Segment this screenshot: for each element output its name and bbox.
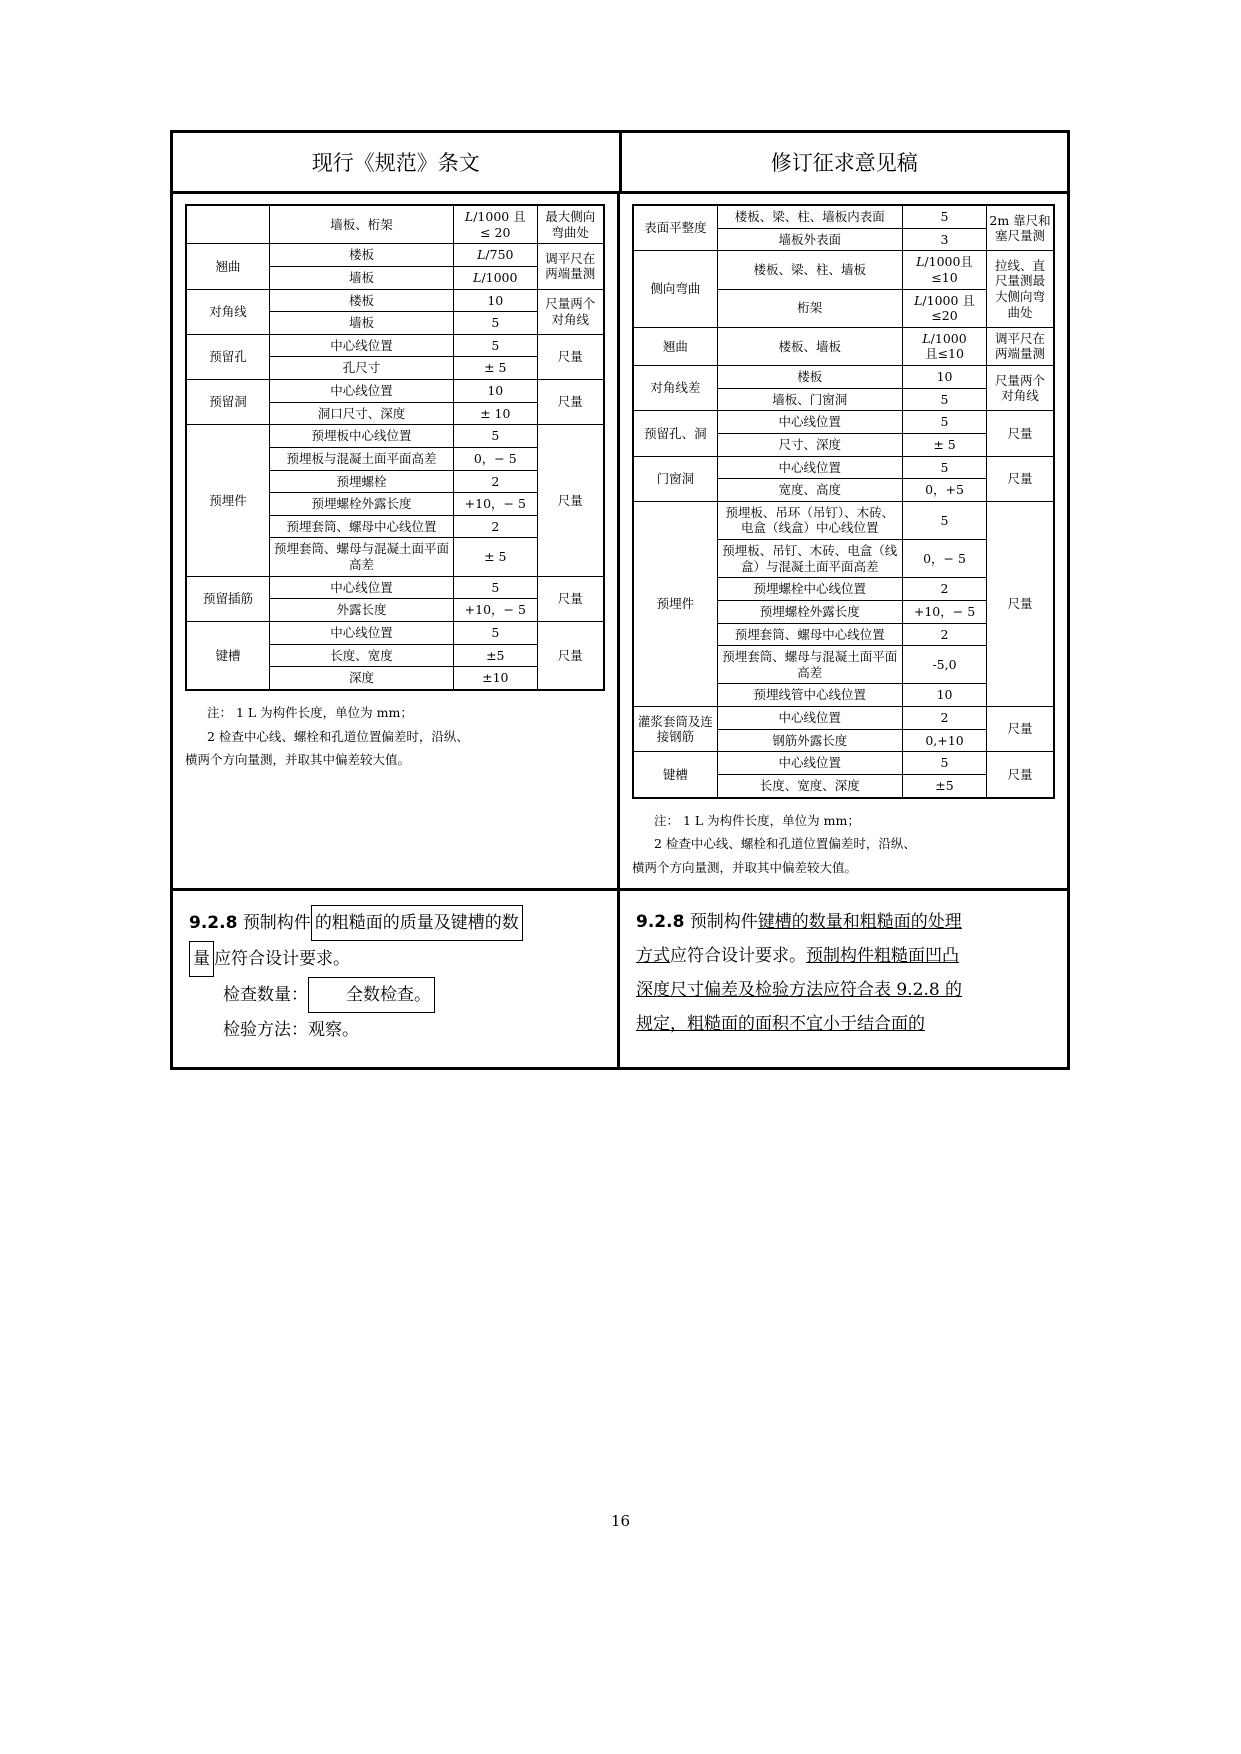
cell-method: 最大侧向弯曲处 bbox=[537, 205, 604, 244]
cell-category: 灌浆套筒及连接钢筋 bbox=[633, 707, 717, 752]
clause-left-number: 9.2.8 bbox=[189, 912, 238, 933]
cell-tolerance: 2 bbox=[902, 623, 986, 646]
cell-tolerance: 2 bbox=[902, 707, 986, 730]
clause-left-text-b: 的粗糙面的质量及键槽的数 bbox=[311, 905, 523, 941]
cell-item: 墙板、桁架 bbox=[270, 205, 454, 244]
cell-item: 中心线位置 bbox=[717, 707, 902, 730]
cell-tolerance: ± 10 bbox=[454, 402, 538, 425]
cell-category: 预留洞 bbox=[186, 380, 270, 425]
table-row bbox=[186, 621, 604, 644]
cell-tolerance: ±5 bbox=[454, 644, 538, 667]
cell-tolerance: +10，− 5 bbox=[902, 600, 986, 623]
table-row bbox=[186, 334, 604, 357]
cell-tolerance: 10 bbox=[902, 684, 986, 707]
right-column bbox=[620, 191, 1067, 888]
cell-item: 墙板外表面 bbox=[717, 228, 902, 251]
cell-item: 中心线位置 bbox=[270, 334, 454, 357]
table-row bbox=[633, 366, 1054, 389]
cell-method: 尺量两个对角线 bbox=[537, 289, 604, 334]
cell-method: 尺量 bbox=[987, 456, 1054, 501]
clause-right-text-3: 方式 bbox=[636, 945, 670, 966]
clause-left-text-a: 预制构件 bbox=[242, 912, 311, 933]
clause-right-number: 9.2.8 bbox=[636, 911, 685, 932]
cell-item: 孔尺寸 bbox=[270, 357, 454, 380]
cell-tolerance: 5 bbox=[454, 576, 538, 599]
clause-right-text-6: 深度尺寸偏差及检验方法应符合表 9.2.8 的 bbox=[636, 979, 963, 1000]
cell-tolerance: 2 bbox=[454, 470, 538, 493]
cell-method: 尺量 bbox=[537, 380, 604, 425]
cell-item: 预埋板、吊环（吊钉）、木砖、电盒（线盒）中心线位置 bbox=[717, 501, 902, 539]
left-notes bbox=[185, 701, 605, 772]
clause-left-text-d: 应符合设计要求。 bbox=[214, 948, 350, 969]
cell-item: 外露长度 bbox=[270, 599, 454, 622]
cell-item: 楼板 bbox=[717, 366, 902, 389]
cell-category: 门窗洞 bbox=[633, 456, 717, 501]
clause-right bbox=[620, 891, 1067, 1067]
left-note-3: 横两个方向量测，并取其中偏差较大值。 bbox=[185, 752, 411, 768]
cell-category: 预留孔 bbox=[186, 334, 270, 379]
cell-method: 尺量 bbox=[987, 707, 1054, 752]
cell-category: 翘曲 bbox=[633, 327, 717, 365]
cell-item: 楼板 bbox=[270, 244, 454, 267]
cell-tolerance: 10 bbox=[902, 366, 986, 389]
cell-method: 尺量 bbox=[537, 334, 604, 379]
cell-item: 中心线位置 bbox=[270, 621, 454, 644]
cell-item: 预埋螺栓外露长度 bbox=[717, 600, 902, 623]
cell-method: 尺量两个对角线 bbox=[987, 366, 1054, 411]
table-row bbox=[186, 205, 604, 244]
cell-category: 预埋件 bbox=[633, 501, 717, 706]
table-row bbox=[633, 411, 1054, 434]
cell-item: 中心线位置 bbox=[270, 576, 454, 599]
cell-tolerance: L/1000 bbox=[454, 266, 538, 289]
cell-item: 中心线位置 bbox=[717, 752, 902, 775]
cell-tolerance: 5 bbox=[902, 752, 986, 775]
cell-category: 预留插筋 bbox=[186, 576, 270, 621]
cell-method: 调平尺在两端量测 bbox=[537, 244, 604, 289]
cell-item: 预埋套筒、螺母与混凝土面平面高差 bbox=[270, 538, 454, 576]
cell-tolerance: ± 5 bbox=[902, 433, 986, 456]
cell-tolerance: L/750 bbox=[454, 244, 538, 267]
cell-item: 中心线位置 bbox=[270, 380, 454, 403]
table-row bbox=[186, 425, 604, 448]
cell-item: 楼板 bbox=[270, 289, 454, 312]
table-row bbox=[633, 251, 1054, 289]
cell-category: 键槽 bbox=[633, 752, 717, 798]
table-row bbox=[186, 576, 604, 599]
cell-item: 楼板、梁、柱、墙板内表面 bbox=[717, 205, 902, 228]
cell-tolerance: 0，+5 bbox=[902, 479, 986, 502]
cell-item: 楼板、墙板 bbox=[717, 327, 902, 365]
cell-item: 预埋螺栓 bbox=[270, 470, 454, 493]
cell-item: 桁架 bbox=[717, 289, 902, 327]
cell-tolerance: 5 bbox=[454, 425, 538, 448]
page-number: 16 bbox=[610, 1512, 631, 1530]
right-notes bbox=[632, 809, 1055, 880]
cell-item: 预埋板与混凝土面平面高差 bbox=[270, 447, 454, 470]
table-row bbox=[633, 456, 1054, 479]
clause-right-text-2: 键槽的数量和粗糙面的处理 bbox=[757, 911, 962, 932]
cell-tolerance: L/1000且 ≤10 bbox=[902, 251, 986, 289]
clause-left-check-value: 全数检查。 bbox=[308, 977, 435, 1013]
cell-category bbox=[186, 205, 270, 244]
cell-method: 调平尺在两端量测 bbox=[987, 327, 1054, 365]
cell-method: 拉线、直尺量测最大侧向弯曲处 bbox=[987, 251, 1054, 328]
table-row bbox=[186, 244, 604, 267]
cell-item: 预埋套筒、螺母中心线位置 bbox=[717, 623, 902, 646]
cell-item: 预埋线管中心线位置 bbox=[717, 684, 902, 707]
cell-tolerance: 5 bbox=[454, 312, 538, 335]
cell-item: 预埋套筒、螺母与混凝土面平面高差 bbox=[717, 646, 902, 684]
cell-tolerance: -5,0 bbox=[902, 646, 986, 684]
clause-right-text-5: 预制构件粗糙面凹凸 bbox=[806, 945, 959, 966]
cell-tolerance: 2 bbox=[454, 515, 538, 538]
cell-method: 尺量 bbox=[987, 752, 1054, 798]
right-note-2: 2 检查中心线、螺栓和孔道位置偏差时，沿纵、 bbox=[654, 836, 916, 852]
left-column bbox=[173, 191, 620, 888]
comparison-table-frame bbox=[170, 130, 1070, 1070]
cell-tolerance: ±5 bbox=[902, 774, 986, 797]
table-row bbox=[633, 707, 1054, 730]
cell-item: 长度、宽度 bbox=[270, 644, 454, 667]
clause-left-check-count bbox=[189, 977, 601, 1013]
cell-item: 尺寸、深度 bbox=[717, 433, 902, 456]
table-row bbox=[633, 501, 1054, 539]
table-header-row bbox=[173, 133, 1067, 191]
cell-category: 表面平整度 bbox=[633, 205, 717, 251]
cell-item: 楼板、梁、柱、墙板 bbox=[717, 251, 902, 289]
cell-method: 尺量 bbox=[987, 501, 1054, 706]
cell-tolerance: 2 bbox=[902, 578, 986, 601]
cell-item: 预埋板、吊钉、木砖、电盒（线盒）与混凝土面平面高差 bbox=[717, 540, 902, 578]
cell-tolerance: +10，− 5 bbox=[454, 599, 538, 622]
cell-item: 墙板、门窗洞 bbox=[717, 388, 902, 411]
cell-item: 预埋板中心线位置 bbox=[270, 425, 454, 448]
cell-method: 尺量 bbox=[537, 621, 604, 689]
cell-tolerance: ± 5 bbox=[454, 357, 538, 380]
clause-left-paragraph bbox=[189, 905, 601, 977]
cell-item: 钢筋外露长度 bbox=[717, 729, 902, 752]
clause-left-check-label: 检查数量： bbox=[223, 984, 308, 1005]
cell-tolerance: 0,+10 bbox=[902, 729, 986, 752]
cell-tolerance: L/1000 且≤10 bbox=[902, 327, 986, 365]
clause-left-method: 检验方法：观察。 bbox=[223, 1019, 359, 1040]
cell-item: 预埋螺栓外露长度 bbox=[270, 493, 454, 516]
header-right-title: 修订征求意见稿 bbox=[770, 151, 918, 175]
cell-category: 键槽 bbox=[186, 621, 270, 689]
cell-item: 深度 bbox=[270, 667, 454, 690]
cell-tolerance: 0，− 5 bbox=[902, 540, 986, 578]
cell-category: 对角线 bbox=[186, 289, 270, 334]
cell-tolerance: +10，− 5 bbox=[454, 493, 538, 516]
cell-tolerance: ±10 bbox=[454, 667, 538, 690]
cell-method: 尺量 bbox=[987, 411, 1054, 456]
table-row bbox=[633, 752, 1054, 775]
header-left-title: 现行《规范》条文 bbox=[173, 133, 622, 191]
left-spec-table bbox=[185, 204, 605, 691]
comparison-columns bbox=[173, 191, 1067, 888]
clause-left-text-c: 量 bbox=[189, 941, 214, 977]
clause-right-paragraph bbox=[636, 905, 1051, 1041]
cell-tolerance: L/1000 且 ≤20 bbox=[902, 289, 986, 327]
cell-tolerance: 5 bbox=[902, 456, 986, 479]
cell-item: 宽度、高度 bbox=[717, 479, 902, 502]
cell-tolerance: 3 bbox=[902, 228, 986, 251]
clause-row bbox=[173, 888, 1067, 1067]
cell-item: 长度、宽度、深度 bbox=[717, 774, 902, 797]
table-row bbox=[633, 327, 1054, 365]
table-row bbox=[633, 205, 1054, 228]
table-row bbox=[186, 289, 604, 312]
cell-tolerance: 0，− 5 bbox=[454, 447, 538, 470]
cell-method: 尺量 bbox=[537, 425, 604, 576]
cell-item: 墙板 bbox=[270, 312, 454, 335]
cell-tolerance: 5 bbox=[902, 411, 986, 434]
cell-item: 中心线位置 bbox=[717, 411, 902, 434]
cell-item: 预埋螺栓中心线位置 bbox=[717, 578, 902, 601]
cell-tolerance: 10 bbox=[454, 289, 538, 312]
cell-category: 对角线差 bbox=[633, 366, 717, 411]
cell-method: 2m 靠尺和塞尺量测 bbox=[987, 205, 1054, 251]
clause-left bbox=[173, 891, 620, 1067]
clause-right-text-4: 应符合设计要求。 bbox=[670, 945, 806, 966]
cell-tolerance: 10 bbox=[454, 380, 538, 403]
cell-category: 翘曲 bbox=[186, 244, 270, 289]
clause-right-text-7: 规定，粗糙面的面积不宜小于结合面的 bbox=[636, 1013, 925, 1034]
cell-category: 预埋件 bbox=[186, 425, 270, 576]
left-note-1: 注： 1 L 为构件长度，单位为 mm； bbox=[207, 704, 413, 720]
cell-tolerance: 5 bbox=[454, 334, 538, 357]
cell-item: 中心线位置 bbox=[717, 456, 902, 479]
cell-item: 墙板 bbox=[270, 266, 454, 289]
cell-category: 侧向弯曲 bbox=[633, 251, 717, 328]
clause-right-text-1: 预制构件 bbox=[689, 911, 758, 932]
cell-tolerance: 5 bbox=[902, 388, 986, 411]
cell-tolerance: L/1000 且 ≤ 20 bbox=[454, 205, 538, 244]
table-row bbox=[186, 380, 604, 403]
left-note-2: 2 检查中心线、螺栓和孔道位置偏差时，沿纵、 bbox=[207, 728, 469, 744]
cell-item: 洞口尺寸、深度 bbox=[270, 402, 454, 425]
cell-tolerance: 5 bbox=[902, 205, 986, 228]
cell-method: 尺量 bbox=[537, 576, 604, 621]
cell-tolerance: 5 bbox=[454, 621, 538, 644]
cell-tolerance: ± 5 bbox=[454, 538, 538, 576]
cell-item: 预埋套筒、螺母中心线位置 bbox=[270, 515, 454, 538]
right-note-3: 横两个方向量测，并取其中偏差较大值。 bbox=[632, 860, 858, 875]
right-spec-table bbox=[632, 204, 1055, 799]
cell-tolerance: 5 bbox=[902, 501, 986, 539]
cell-category: 预留孔、洞 bbox=[633, 411, 717, 456]
right-note-1: 注： 1 L 为构件长度，单位为 mm； bbox=[654, 812, 860, 828]
